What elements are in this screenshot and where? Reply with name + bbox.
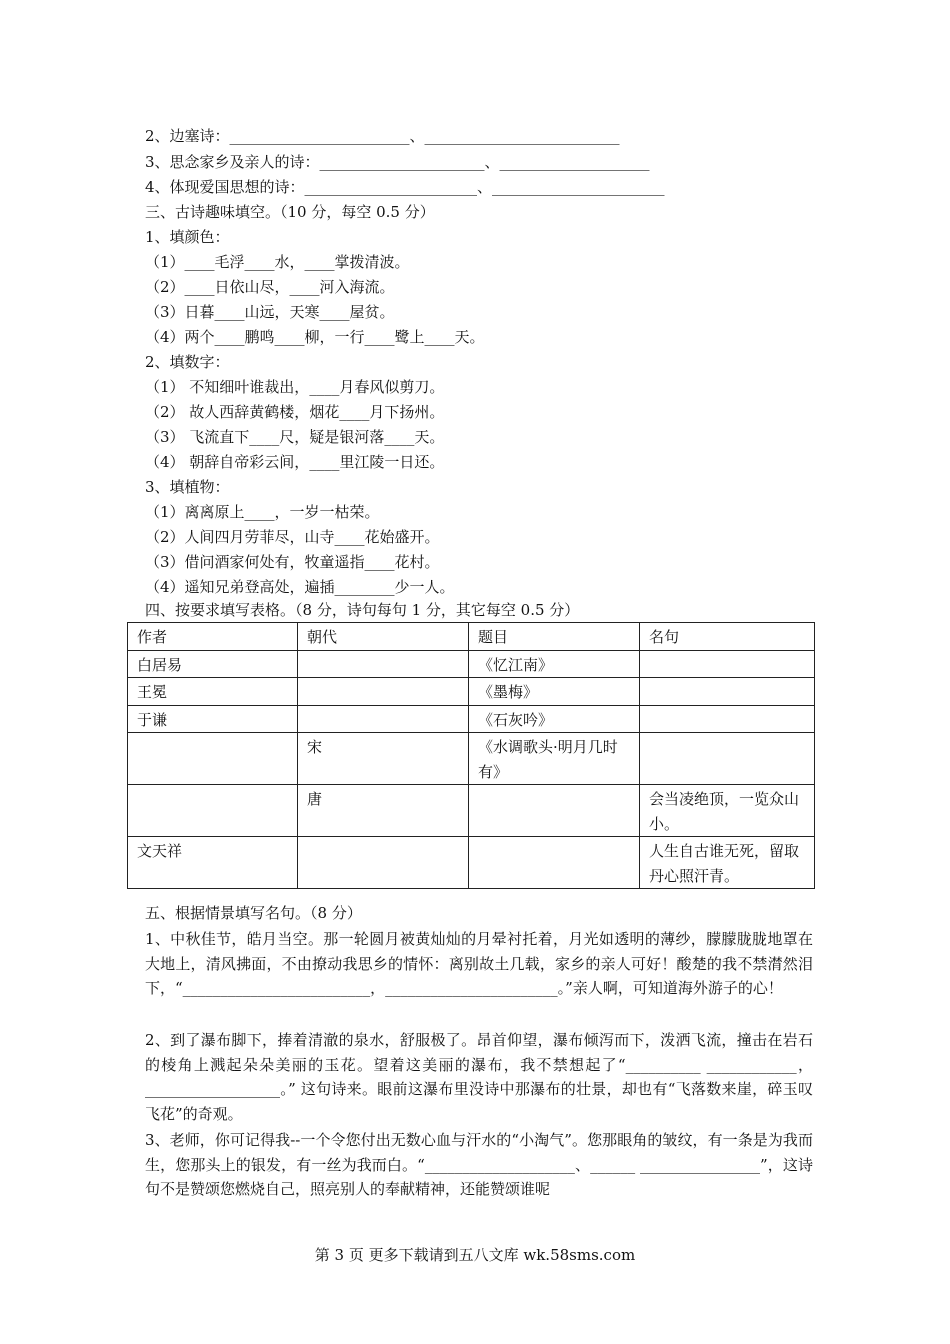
table-row xyxy=(128,678,815,706)
header-author: 作者 xyxy=(128,623,298,651)
patriotic-poems-item: 4、体现爱国思想的诗：_______________________、_______________________ xyxy=(145,178,665,196)
title-cell: 《墨梅》 xyxy=(469,678,640,706)
dynasty-cell xyxy=(298,678,469,706)
title-cell xyxy=(469,837,640,889)
scenario-paragraph-2: 2、到了瀑布脚下，捧着清澈的泉水，舒服极了。昂首仰望，瀑布倾泻而下，泼洒飞流，撞击在岩石的棱角上溅起朵朵美丽的玉花。望着这美丽的瀑布，我不禁想起了“__________ ____________，__________________。” 这句诗来。眼前这瀑布里没诗中那瀑布的壮景，却也有“飞落数来崖，碎玉叹飞花”的奇观。 xyxy=(145,1031,813,1123)
table-row xyxy=(128,705,815,733)
title-cell: 《石灰吟》 xyxy=(469,705,640,733)
dynasty-cell: 唐 xyxy=(298,785,469,837)
dynasty-cell xyxy=(298,705,469,733)
author-cell: 白居易 xyxy=(128,650,298,678)
scenario-paragraph-3: 3、老师，你可记得我--一个令您付出无数心血与汗水的“小淘气”。您那眼角的皱纹，有一条是为我而生，您那头上的银发，有一丝为我而白。“____________________、______ ________________”，这诗句不是赞颂您燃烧自己，照亮别人的奉献精神，还能赞颂谁呢 xyxy=(145,1131,813,1198)
poet-info-table xyxy=(127,622,815,889)
frontier-poems-item: 2、边塞诗：________________________、__________________________ xyxy=(145,127,620,145)
famous-line-cell xyxy=(640,733,815,785)
homesick-poems-item: 3、思念家乡及亲人的诗：______________________、____________________ xyxy=(145,153,650,171)
fill-color-item: （4）两个____鹏鸣____柳，一行____鹭上____天。 xyxy=(145,328,485,346)
famous-line-cell xyxy=(640,705,815,733)
title-cell: 《忆江南》 xyxy=(469,650,640,678)
section-5-title: 五、根据情景填写名句。（8 分） xyxy=(145,904,362,922)
table-row xyxy=(128,785,815,837)
fill-color-item: （3）日暮____山远，天寒____屋贫。 xyxy=(145,303,395,321)
fill-plant-item: （4）遥知兄弟登高处，遍插________少一人。 xyxy=(145,578,455,596)
author-cell: 于谦 xyxy=(128,705,298,733)
fill-color-heading: 1、填颜色： xyxy=(145,228,230,246)
fill-plant-heading: 3、填植物： xyxy=(145,478,230,496)
header-famous-line: 名句 xyxy=(640,623,815,651)
fill-plant-item: （3）借问酒家何处有，牧童遥指____花村。 xyxy=(145,553,440,571)
scenario-paragraph-1: 1、中秋佳节，皓月当空。那一轮圆月被黄灿灿的月晕衬托着，月光如透明的薄纱，朦朦胧胧地罩在大地上，清风拂面，不由撩动我思乡的情怀：离别故土几载，家乡的亲人可好！酸楚的我不禁潸然泪下，“_________________________，_______________________。”亲人啊，可知道海外游子的心！ xyxy=(145,930,813,997)
author-cell: 文天祥 xyxy=(128,837,298,889)
fill-number-item: （3） 飞流直下____尺，疑是银河落____天。 xyxy=(145,428,445,446)
fill-number-item: （2） 故人西辞黄鹤楼，烟花____月下扬州。 xyxy=(145,403,445,421)
section-4-title: 四、按要求填写表格。（8 分，诗句每句 1 分，其它每空 0.5 分） xyxy=(145,601,580,619)
header-dynasty: 朝代 xyxy=(298,623,469,651)
section-3-title: 三、古诗趣味填空。（10 分，每空 0.5 分） xyxy=(145,203,435,221)
fill-plant-item: （1）离离原上____，一岁一枯荣。 xyxy=(145,503,380,521)
fill-color-item: （2）____日依山尽，____河入海流。 xyxy=(145,278,395,296)
famous-line-cell: 人生自古谁无死，留取丹心照汗青。 xyxy=(640,837,815,889)
title-cell: 《水调歌头·明月几时有》 xyxy=(469,733,640,785)
title-cell xyxy=(469,785,640,837)
fill-number-item: （4） 朝辞自帝彩云间，____里江陵一日还。 xyxy=(145,453,445,471)
page-footer: 第 3 页 更多下载请到五八文库 wk.58sms.com xyxy=(314,1246,636,1264)
dynasty-cell xyxy=(298,650,469,678)
fill-color-item: （1）____毛浮____水，____掌拨清波。 xyxy=(145,253,410,271)
famous-line-cell xyxy=(640,678,815,706)
dynasty-cell: 宋 xyxy=(298,733,469,785)
fill-number-heading: 2、填数字： xyxy=(145,353,230,371)
author-cell: 王冕 xyxy=(128,678,298,706)
header-title: 题目 xyxy=(469,623,640,651)
table-row xyxy=(128,650,815,678)
table-header-row xyxy=(128,623,815,651)
famous-line-cell: 会当凌绝顶，一览众山小。 xyxy=(640,785,815,837)
dynasty-cell xyxy=(298,837,469,889)
table-row xyxy=(128,733,815,785)
table-row xyxy=(128,837,815,889)
fill-number-item: （1） 不知细叶谁裁出，____月春风似剪刀。 xyxy=(145,378,445,396)
author-cell xyxy=(128,733,298,785)
author-cell xyxy=(128,785,298,837)
famous-line-cell xyxy=(640,650,815,678)
fill-plant-item: （2）人间四月劳菲尽，山寺____花始盛开。 xyxy=(145,528,440,546)
